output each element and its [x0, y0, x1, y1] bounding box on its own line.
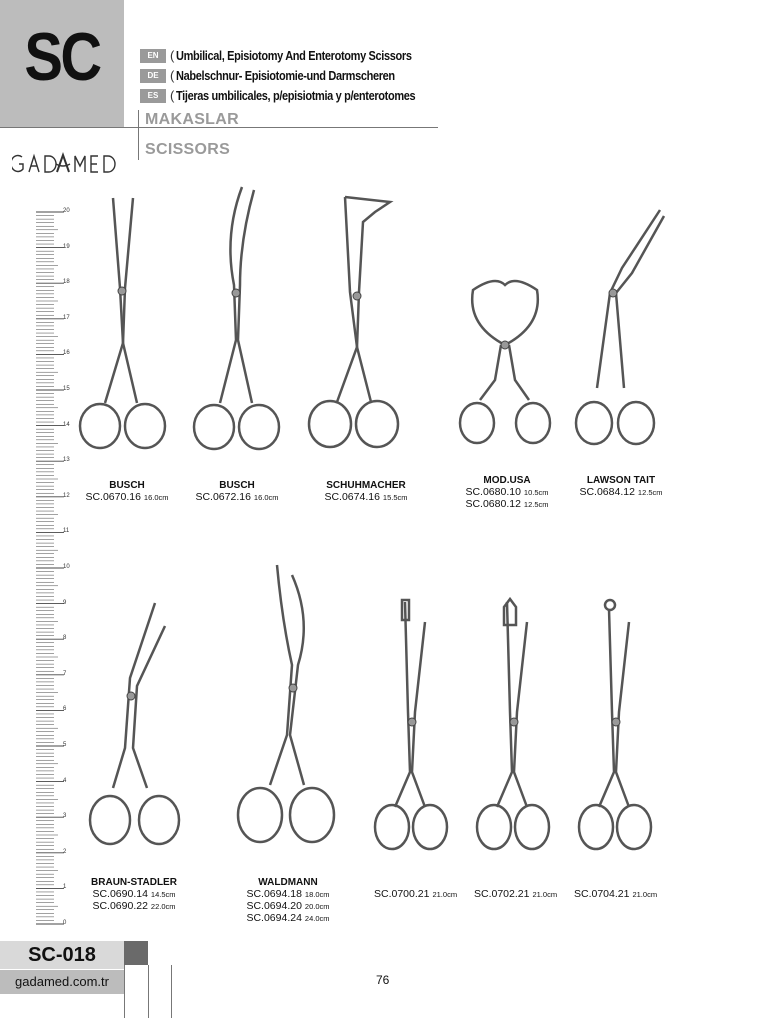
product-code: SC.0704.21 — [574, 888, 630, 900]
ruler-label: 13 — [63, 457, 70, 464]
subtitle-en: SCISSORS — [145, 141, 231, 158]
waldmann-scissors-image — [232, 560, 337, 860]
lang-text: Nabelschnur- Episiotomie-und Darmscheren — [176, 68, 396, 83]
lang-bracket: ( — [170, 88, 175, 103]
header-code: SC — [24, 19, 100, 95]
lawson-tait-scissors-image — [572, 208, 672, 460]
lang-row-es — [140, 87, 448, 104]
ruler-label: 4 — [63, 777, 67, 784]
product-size: 18.0cm — [304, 890, 330, 899]
product-label-schuhmacher — [320, 479, 412, 503]
product-code: SC.0684.12 — [579, 486, 635, 498]
ruler-label: 20 — [63, 208, 70, 214]
product-size: 24.0cm — [304, 914, 330, 923]
product-name: LAWSON TAIT — [586, 475, 656, 486]
footer-block — [124, 965, 148, 1018]
footer-block — [148, 965, 172, 1018]
product-label-sc0702 — [474, 888, 557, 900]
product-code: SC.0694.24 — [246, 912, 302, 924]
product-size: 22.0cm — [150, 902, 176, 911]
product-code: SC.0702.21 — [474, 888, 530, 900]
ruler-label: 9 — [63, 599, 67, 606]
ruler-label: 1 — [63, 884, 67, 891]
product-label-sc0704 — [574, 888, 657, 900]
ruler-label: 15 — [63, 386, 70, 392]
product-name: BUSCH — [219, 480, 255, 491]
product-code: SC.0690.14 — [92, 888, 148, 900]
scissors-sc0704-image — [574, 597, 654, 857]
product-size: 12.5cm — [637, 488, 663, 497]
ruler-label: 0 — [63, 920, 67, 926]
lang-row-de — [140, 67, 425, 84]
product-size: 10.5cm — [523, 488, 549, 497]
product-label-busch-1 — [82, 479, 172, 503]
lang-text: Tijeras umbilicales, p/episiotmia y p/enterotomes — [176, 88, 416, 103]
ruler-label: 5 — [63, 742, 67, 748]
busch-scissors-curved-image — [190, 185, 285, 457]
header-divider-vertical — [138, 110, 139, 160]
product-name: BRAUN-STADLER — [91, 877, 177, 888]
product-name: SCHUHMACHER — [326, 480, 406, 491]
ruler-label: 7 — [63, 670, 67, 677]
ruler-label: 6 — [63, 706, 67, 713]
page-number: 76 — [376, 973, 390, 987]
product-label-mod-usa — [460, 474, 554, 510]
product-size: 20.0cm — [304, 902, 330, 911]
ruler-label: 16 — [63, 350, 70, 357]
mod-usa-scissors-image — [455, 275, 555, 460]
gadamed-logo-icon — [12, 152, 127, 176]
product-size: 21.0cm — [532, 890, 558, 899]
ruler-label: 8 — [63, 635, 67, 642]
footer-url: gadamed.com.tr — [0, 970, 124, 994]
product-name: WALDMANN — [258, 877, 318, 888]
product-size: 21.0cm — [632, 890, 658, 899]
ruler-label: 17 — [63, 314, 70, 321]
scissors-sc0702-image — [472, 597, 552, 857]
lang-bracket: ( — [170, 68, 175, 83]
ruler-label: 14 — [63, 421, 70, 428]
ruler-label: 10 — [63, 564, 70, 570]
product-name: MOD.USA — [483, 475, 531, 486]
product-code: SC.0680.10 — [465, 486, 521, 498]
lang-tag: DE — [140, 69, 166, 83]
product-code: SC.0672.16 — [195, 491, 251, 503]
lang-tag: ES — [140, 89, 166, 103]
product-code: SC.0680.12 — [465, 498, 521, 510]
product-label-sc0700 — [374, 888, 457, 900]
product-label-busch-2 — [192, 479, 282, 503]
lang-tag: EN — [140, 49, 166, 63]
scissors-sc0700-image — [370, 597, 450, 857]
product-size: 21.0cm — [432, 890, 458, 899]
measurement-ruler — [36, 206, 58, 926]
product-size: 14.5cm — [150, 890, 176, 899]
busch-scissors-straight-image — [75, 193, 170, 458]
braun-stadler-scissors-image — [85, 598, 185, 858]
ruler-label: 3 — [63, 813, 67, 820]
product-code: SC.0674.16 — [324, 491, 380, 503]
product-code: SC.0694.20 — [246, 900, 302, 912]
product-label-waldmann — [241, 876, 335, 924]
product-size: 15.5cm — [382, 493, 408, 502]
product-name: BUSCH — [109, 480, 145, 491]
product-label-lawson-tait — [574, 474, 668, 498]
ruler-label: 11 — [63, 528, 70, 535]
product-code: SC.0694.18 — [246, 888, 302, 900]
subtitle-tr: MAKASLAR — [145, 111, 239, 128]
lang-row-en — [140, 47, 444, 64]
product-label-braun-stadler — [85, 876, 183, 912]
product-code: SC.0700.21 — [374, 888, 430, 900]
ruler-label: 2 — [63, 848, 67, 855]
ruler-label: 12 — [63, 492, 70, 499]
product-code: SC.0690.22 — [92, 900, 148, 912]
lang-text: Umbilical, Episiotomy And Enterotomy Scissors — [176, 48, 412, 63]
footer-code: SC-018 — [28, 944, 96, 966]
gadamed-logo — [12, 152, 127, 181]
product-code: SC.0670.16 — [85, 491, 141, 503]
product-size: 16.0cm — [253, 493, 279, 502]
product-size: 12.5cm — [523, 500, 549, 509]
lang-bracket: ( — [170, 48, 175, 63]
schuhmacher-scissors-image — [305, 192, 405, 460]
ruler-label: 19 — [63, 243, 70, 250]
ruler-label: 18 — [63, 279, 70, 286]
product-size: 16.0cm — [143, 493, 169, 502]
footer-dark-block — [124, 941, 148, 965]
